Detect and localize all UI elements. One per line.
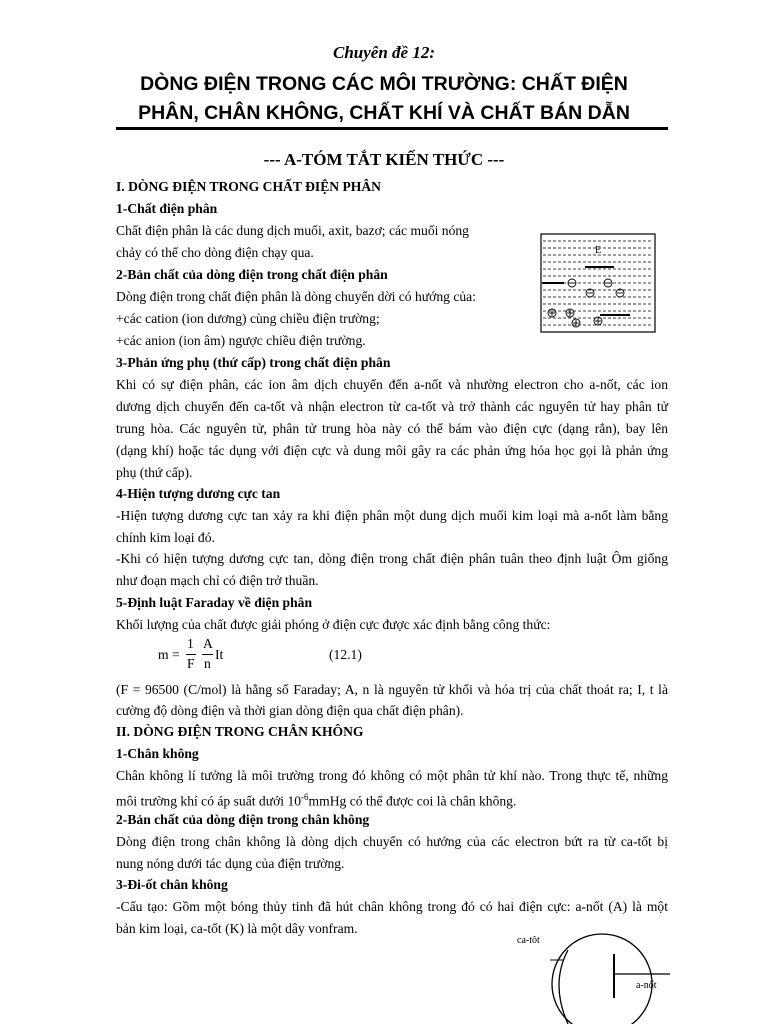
- section2-p3a: -Cấu tạo: Gồm một bóng thủy tinh đã hút chân không trong đó có hai điện cực: a-nốt (A) là một: [116, 899, 668, 914]
- cathode-filament: [559, 950, 568, 1024]
- chapter-label: Chuyên đề 12:: [333, 43, 435, 62]
- section2-h2: 2-Bản chất của dòng điện trong chân không: [116, 812, 370, 827]
- section1-p5c: cường độ dòng điện và thời gian dòng điện qua chất điện phân).: [116, 703, 464, 718]
- formula-bar2: [202, 654, 213, 655]
- section2-p1b: [116, 788, 516, 811]
- formula-den1: F: [187, 656, 195, 671]
- section1-p4d: như đoạn mạch chỉ có điện trở thuần.: [116, 573, 319, 588]
- section2-p2a: Dòng điện trong chân không là dòng dịch chuyển có hướng của các electron bứt ra từ ca-tốt bị: [116, 834, 668, 849]
- section2-heading: II. DÒNG ĐIỆN TRONG CHÂN KHÔNG: [116, 724, 364, 739]
- section2-h1: 1-Chân không: [116, 746, 199, 761]
- section1-heading: I. DÒNG ĐIỆN TRONG CHẤT ĐIỆN PHÂN: [116, 179, 381, 194]
- section2-p1b-post: mmHg có thể được coi là chân không.: [308, 793, 517, 809]
- section1-p2c: +các anion (ion âm) ngược chiều điện trường.: [116, 333, 366, 348]
- cathode-label: ca-tôt: [517, 935, 540, 946]
- chapter-title-line1: DÒNG ĐIỆN TRONG CÁC MÔI TRƯỜNG: CHẤT ĐIỆN: [140, 73, 628, 95]
- section1-p2a: Dòng điện trong chất điện phân là dòng chuyển dời có hướng của:: [116, 289, 476, 304]
- chapter-title-line2: PHÂN, CHÂN KHÔNG, CHẤT KHÍ VÀ CHẤT BÁN DẪN: [138, 102, 630, 124]
- summary-heading: --- A-TÓM TẮT KIẾN THỨC ---: [263, 150, 505, 169]
- section2-p1b-sup: -6: [301, 792, 309, 802]
- section1-p4a: -Hiện tượng dương cực tan xảy ra khi điện phân một dung dịch muối kim loại mà a-nốt làm bằng: [116, 508, 668, 523]
- section1-p3c: trung hòa. Các nguyên tử, phân tử trung hòa này có thể bám vào điện cực (dạng rắn), bay lên: [116, 421, 668, 436]
- formula-num1: 1: [187, 636, 194, 651]
- section1-h2: 2-Bản chất của dòng điện trong chất điện phân: [116, 267, 388, 282]
- section1-p1a: Chất điện phân là các dung dịch muối, axit, bazơ; các muối nóng: [116, 223, 469, 238]
- chapter-title: [0, 70, 768, 128]
- formula-num2: A: [203, 636, 213, 651]
- formula-den2: n: [204, 656, 211, 671]
- section1-p2b: +các cation (ion dương) cùng chiều điện trường;: [116, 311, 380, 326]
- formula-number: (12.1): [329, 647, 362, 662]
- section1-p4c: -Khi có hiện tượng dương cực tan, dòng điện trong chất điện phân tuân theo định luật Ôm giống: [116, 551, 668, 566]
- section1-p3b: dương dịch chuyển đến ca-tốt và nhận electron từ ca-tốt và trở thành các nguyên tử hay phân tử: [116, 399, 668, 414]
- section1-p3d: (dạng khí) hoặc tác dụng với điện cực và dung môi gây ra các phản ứng hóa học gọi là phản ứng: [116, 443, 668, 458]
- section2-h3: 3-Đi-ốt chân không: [116, 877, 228, 892]
- electric-field-label: E: [595, 245, 602, 256]
- section1-h5: 5-Định luật Faraday về điện phân: [116, 595, 313, 610]
- formula-lhs: m =: [158, 647, 180, 662]
- section2-p2b: nung nóng dưới tác dụng của điện trường.: [116, 856, 345, 871]
- title-underline: [116, 127, 668, 130]
- section1-p4b: chính kim loại đó.: [116, 530, 215, 545]
- section1-p1b: chảy có thể cho dòng điện chạy qua.: [116, 245, 314, 260]
- vacuum-diode-figure: [510, 928, 670, 1024]
- section1-p3e: phụ (thứ cấp).: [116, 465, 193, 480]
- electrolyte-figure: [540, 233, 656, 333]
- formula-tail: It: [215, 647, 224, 662]
- section1-h1: 1-Chất điện phân: [116, 201, 218, 216]
- formula-bar1: [186, 654, 196, 655]
- glass-bulb: [552, 934, 652, 1024]
- section1-p3a: Khi có sự điện phân, các ion âm dịch chuyển đến a-nốt và nhường electron cho a-nốt, các ion: [116, 377, 668, 392]
- section1-h3: 3-Phản ứng phụ (thứ cấp) trong chất điện phân: [116, 355, 391, 370]
- section1-p5a: Khối lượng của chất được giải phóng ở điện cực được xác định bằng công thức:: [116, 617, 551, 632]
- section2-p1b-pre: môi trường khí có áp suất dưới 10: [116, 793, 302, 809]
- section1-p5b: (F = 96500 (C/mol) là hằng số Faraday; A, n là nguyên tử khối và hóa trị của chất thoát ra; I, t là: [116, 682, 668, 697]
- section1-h4: 4-Hiện tượng dương cực tan: [116, 486, 281, 501]
- anode-label: a-nốt: [636, 980, 657, 991]
- section2-p1a: Chân không lí tưởng là môi trường trong đó không có một phân tử khí nào. Trong thực tế, những: [116, 768, 668, 783]
- section2-p3b: bản kim loại, ca-tốt (K) là một dây vonfram.: [116, 921, 358, 936]
